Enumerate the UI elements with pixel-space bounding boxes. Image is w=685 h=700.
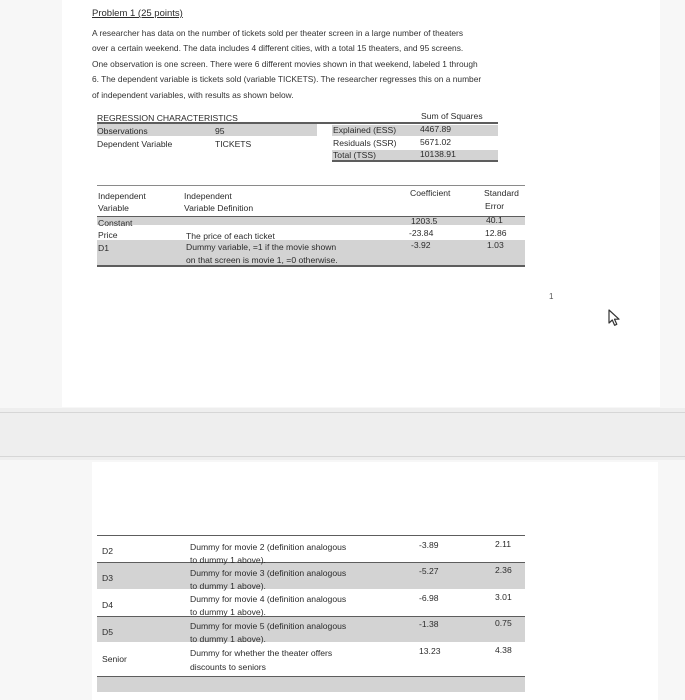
header-error: Error (485, 201, 505, 211)
table-rule (97, 216, 525, 217)
ess-label: Explained (ESS) (333, 125, 397, 135)
row-standard-error: 40.1 (486, 215, 503, 225)
tss-label: Total (TSS) (333, 150, 376, 160)
row-name: D2 (102, 546, 113, 556)
problem-title: Problem 1 (25 points) (92, 8, 183, 19)
row-standard-error: 2.11 (495, 539, 512, 549)
row-name: D5 (102, 627, 113, 637)
row-name: Constant (98, 218, 133, 228)
page-number: 1 (549, 292, 554, 301)
row-coefficient: 13.23 (419, 646, 441, 656)
cursor-arrow-icon (606, 309, 622, 327)
row-definition-continued: on that screen is movie 1, =0 otherwise. (186, 255, 338, 265)
row-name: Senior (102, 654, 127, 664)
row-name: D1 (98, 243, 109, 253)
row-coefficient: -1.38 (419, 619, 439, 629)
ssr-label: Residuals (SSR) (333, 138, 397, 148)
row-standard-error: 1.03 (487, 240, 504, 250)
header-variable-definition: Variable Definition (184, 203, 254, 213)
table-rule (97, 265, 525, 267)
problem-line: A researcher has data on the number of tickets sold per theater screen in a large number of theaters (92, 28, 464, 38)
row-name: Price (98, 230, 118, 240)
row-definition: Dummy for movie 5 (definition analogous (190, 621, 347, 631)
row-standard-error: 12.86 (485, 228, 507, 238)
row-definition-continued: to dummy 1 above). (190, 555, 266, 565)
regression-header: REGRESSION CHARACTERISTICS (97, 113, 238, 123)
table-rule (97, 616, 525, 617)
dependent-variable-value: TICKETS (215, 139, 252, 149)
header-independent: Independent (98, 191, 146, 201)
header-coefficient: Coefficient (410, 188, 451, 198)
header-variable: Variable (98, 203, 129, 213)
ssr-value: 5671.02 (420, 137, 452, 147)
header-independent-def: Independent (184, 191, 232, 201)
observations-label: Observations (97, 126, 148, 136)
row-definition: The price of each ticket (186, 231, 275, 241)
row-definition-continued: to dummy 1 above). (190, 634, 266, 644)
dependent-variable-label: Dependent Variable (97, 139, 173, 149)
table-rule (97, 185, 525, 186)
bottom-row-shade (97, 676, 525, 692)
problem-line: over a certain weekend. The data includes 4 different cities, with a total 15 theaters, and 95 screens. (92, 43, 464, 54)
row-coefficient: 1203.5 (411, 216, 438, 226)
table-rule (97, 562, 525, 563)
row-standard-error: 2.36 (495, 565, 512, 575)
problem-line: One observation is one screen. There were 6 different movies shown in that weekend, labeled 1 through (92, 58, 478, 69)
row-definition: Dummy for whether the theater offers (190, 648, 333, 658)
row-coefficient: -3.92 (411, 240, 431, 250)
constant-row-shade (97, 216, 525, 225)
row-standard-error: 4.38 (495, 645, 512, 655)
row-definition-continued: discounts to seniors (190, 662, 266, 672)
row-standard-error: 0.75 (495, 618, 512, 628)
observations-value: 95 (215, 126, 225, 136)
table-rule (97, 676, 525, 677)
ess-value: 4467.89 (420, 124, 452, 134)
table-rule (332, 160, 498, 162)
row-definition: Dummy for movie 2 (definition analogous (190, 542, 347, 552)
tss-value: 10138.91 (420, 149, 456, 159)
row-name: D4 (102, 600, 113, 610)
row-definition: Dummy for movie 4 (definition analogous (190, 594, 347, 604)
problem-description (92, 26, 557, 103)
page-break-band (0, 408, 685, 460)
row-standard-error: 3.01 (495, 592, 512, 602)
row-coefficient: -5.27 (419, 566, 439, 576)
row-definition: Dummy for movie 3 (definition analogous (190, 568, 347, 578)
row-coefficient: -3.89 (419, 540, 439, 550)
problem-line: of independent variables, with results as shown below. (92, 89, 294, 100)
row-definition-continued: to dummy 1 above). (190, 581, 266, 591)
header-standard: Standard (484, 188, 519, 198)
row-definition: Dummy variable, =1 if the movie shown (186, 242, 337, 252)
row-coefficient: -6.98 (419, 593, 439, 603)
row-definition-continued: to dummy 1 above). (190, 607, 266, 617)
page-break-line (0, 412, 685, 413)
row-coefficient: -23.84 (409, 228, 434, 238)
table-rule (97, 535, 525, 536)
problem-line: 6. The dependent variable is tickets sold (variable TICKETS). The researcher regresses this on a number (92, 74, 482, 85)
row-name: D3 (102, 573, 113, 583)
page-break-line (0, 456, 685, 457)
sum-of-squares-header: Sum of Squares (421, 111, 483, 121)
